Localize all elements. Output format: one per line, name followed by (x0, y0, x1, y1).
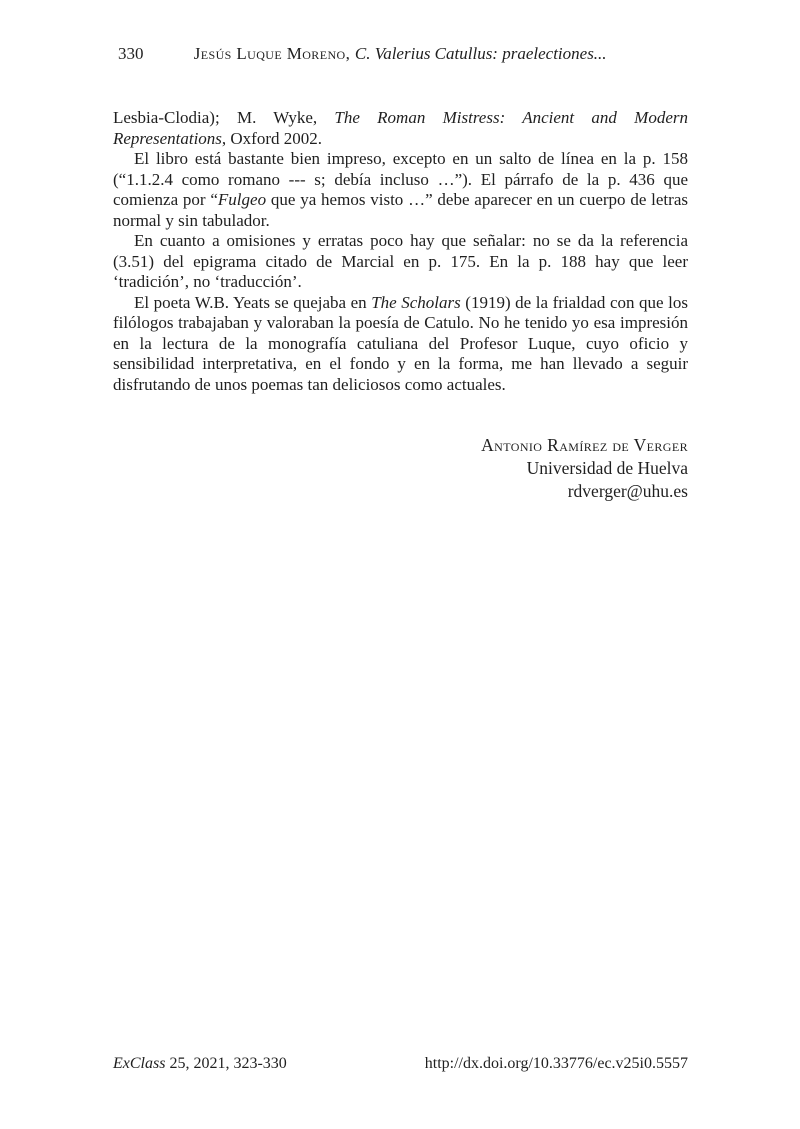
running-head-author: Jesús Luque Moreno, (193, 44, 355, 63)
text-run: que ya hemos visto …” debe aparecer en un cuerpo de letras normal y sin tabulador. (113, 190, 688, 230)
text-run: Lesbia-Clodia); M. Wyke, (113, 108, 335, 127)
paragraph (113, 231, 688, 293)
author-name: Antonio Ramírez de Verger (481, 435, 688, 455)
doi-text: http://dx.doi.org/10.33776/ec.v25i0.5557 (424, 1055, 688, 1072)
author-email: rdverger@uhu.es (567, 481, 688, 501)
issue-info: 25, 2021, 323-330 (165, 1055, 287, 1072)
journal-name: ExClass (113, 1055, 166, 1072)
signature-block (113, 434, 688, 503)
paragraph (113, 108, 688, 149)
italic-text-run: Fulgeo (217, 190, 267, 209)
italic-text-run: The Scholars (371, 292, 461, 312)
page-footer (113, 1055, 688, 1073)
text-run: , Oxford 2002. (221, 128, 323, 148)
running-head (194, 44, 607, 64)
text-run: En cuanto a omisiones y erratas poco hay que señalar: no se da la referencia (3.51) del epigrama citado de Marcial en p. 175. En la p. 188 hay que leer ‘tradición’, no ‘traducción’. (113, 231, 688, 291)
page-number: 330 (118, 44, 144, 63)
paragraph (113, 293, 688, 396)
text-run: (1919) de la frialdad con que los filólogos trabajaban y valoraban la poesía de Catulo. No he tenido yo esa impresión en la lectura de la monografía catuliana del Profesor Luque, cuyo oficio y sensibilidad interpretativa, en el fondo y en la forma, me han llevado a seguir disfrutando de unos poemas tan deliciosos como actuales. (113, 292, 688, 394)
paragraph (113, 149, 688, 231)
italic-text-run: The Roman Mistress: Ancient and Modern Representations (113, 108, 688, 148)
body-text (113, 108, 688, 395)
running-head-title: C. Valerius Catullus: praelectiones... (354, 44, 607, 63)
author-affiliation: Universidad de Huelva (526, 458, 688, 478)
running-header (113, 44, 688, 64)
journal-citation (113, 1055, 287, 1073)
text-run: El libro está bastante bien impreso, excepto en un salto de línea en la p. 158 (“1.1.2.4 como romano --- s; debía incluso …”). El párrafo de la p. 436 que comienza por “ (113, 149, 688, 209)
text-run: El poeta W.B. Yeats se quejaba en (134, 292, 372, 312)
